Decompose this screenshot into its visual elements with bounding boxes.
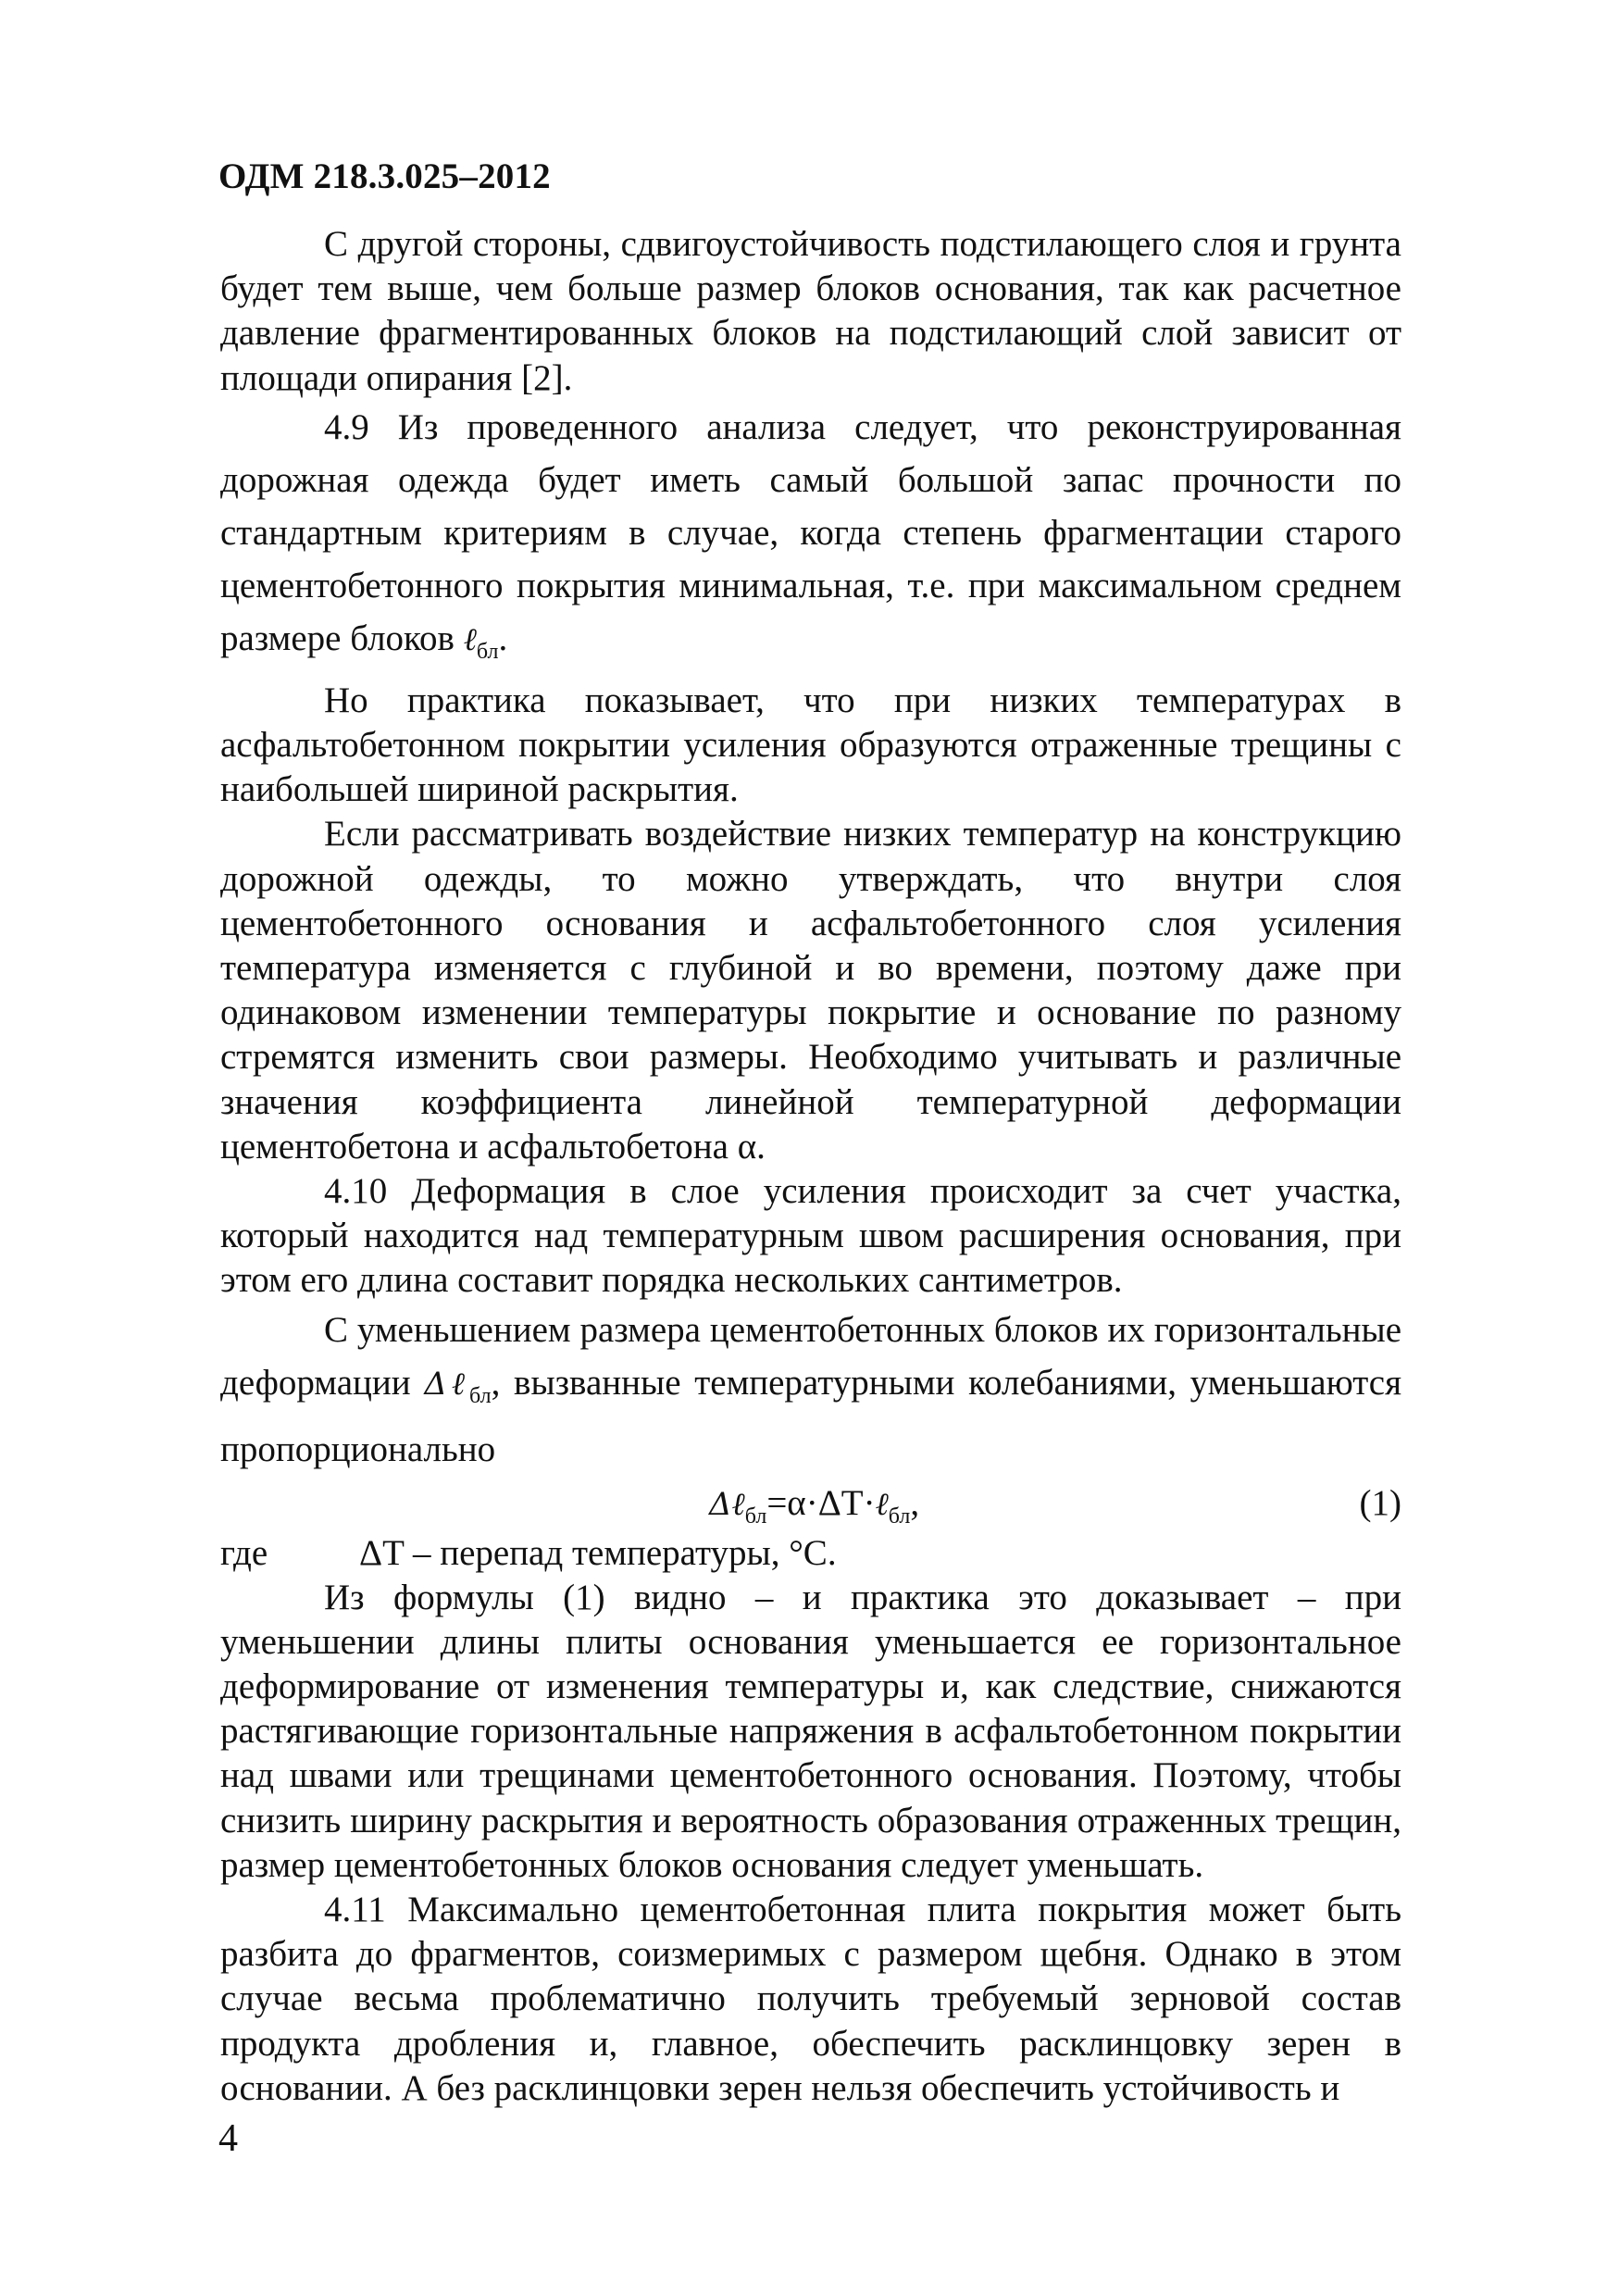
formula-lhs-subscript: бл (744, 1504, 767, 1529)
paragraph-low-temperature-practice: Но практика показывает, что при низких температурах в асфальтобетонном покрытии усиления образуются отраженные трещины с наибольшей шириной раскрытия. (220, 680, 1401, 810)
formula-rhs: ℓ (875, 1485, 889, 1523)
formula-legend (220, 1531, 1401, 1576)
block-length-subscript: бл (476, 639, 499, 664)
formula-lhs: Δℓ (709, 1485, 745, 1523)
paragraph-block-size-reduction (220, 1304, 1401, 1476)
paragraph-4-9-text: 4.9 Из проведенного анализа следует, что реконструированная дорожная одежда будет иметь самый большой запас прочности по стандартным критериям в случае, когда степень фрагментации старого цементобетонного покрытия минимальная, т.е. при максимальном среднем размере блоков (220, 406, 1401, 658)
legend-delta-t: ΔT – перепад температуры, °С. (359, 1532, 837, 1573)
legend-label: где (220, 1532, 268, 1573)
paragraph-4-9-end: . (498, 618, 508, 658)
paragraph-formula-conclusion: Из формулы (1) видно – и практика это доказывает – при уменьшении длины плиты основания уменьшается ее горизонтальное деформирование от изменения температуры и, как следствие, снижаются растягивающие горизонтальные напряжения в асфальтобетонном покрытии над швами или трещинами цементобетонного основания. Поэтому, чтобы снизить ширину раскрытия и вероятность образования отраженных трещин, размер цементобетонных блоков основания следует уменьшать. (220, 1577, 1401, 1885)
document-code-header: ОДМ 218.3.025–2012 (218, 156, 551, 196)
page-number: 4 (218, 2117, 238, 2160)
paragraph-block-size-reduction-end: , вызванные температурными колебаниями, уменьшаются пропорционально (220, 1362, 1402, 1469)
formula-middle: =α·ΔT· (766, 1482, 876, 1523)
block-length-symbol: ℓ (463, 620, 477, 658)
paragraph-temperature-effects: Если рассматривать воздействие низких температур на конструкцию дорожной одежды, то можно утверждать, что внутри слоя цементобетонного основания и асфальтобетонного слоя усиления температура изменяется с глубиной и во времени, поэтому даже при одинаковом изменении температуры покрытие и основание по разному стремятся изменить свои размеры. Необходимо учитывать и различные значения коэффициента линейной температурной деформации цементобетона и асфальтобетона α. (220, 814, 1401, 1167)
horizontal-deformation-symbol: Δℓ (424, 1365, 469, 1403)
paragraph-subgrade-stability: С другой стороны, сдвигоустойчивость подстилающего слоя и грунта будет тем выше, чем больше размер блоков основания, так как расчетное давление фрагментированных блоков на подстилающий слой зависит от площади опирания [2]. (220, 224, 1401, 398)
paragraph-4-11: 4.11 Максимально цементобетонная плита покрытия может быть разбита до фрагментов, соизмеримых с размером щебня. Однако в этом случае весьма проблематично получить требуемый зерновой состав продукта дробления и, главное, обеспечить расклинцовку зерен в основании. А без расклинцовки зерен нельзя обеспечить устойчивость и (220, 1890, 1401, 2108)
formula-expression (709, 1481, 919, 1539)
paragraph-4-10: 4.10 Деформация в слое усиления происходит за счет участка, который находится над температурным швом расширения основания, при этом его длина составит порядка нескольких сантиметров. (220, 1171, 1401, 1301)
paragraph-block-size-reduction-start: С уменьшением размера цементобетонных блоков их горизонтальные деформации (220, 1309, 1401, 1403)
formula-rhs-subscript: бл (888, 1504, 911, 1529)
paragraph-4-9 (220, 401, 1401, 679)
document-body (220, 222, 1401, 2111)
formula-tail: , (910, 1482, 920, 1523)
horizontal-deformation-subscript: бл (468, 1383, 492, 1408)
formula-number: (1) (1359, 1482, 1401, 1523)
formula-1 (220, 1476, 1401, 1531)
